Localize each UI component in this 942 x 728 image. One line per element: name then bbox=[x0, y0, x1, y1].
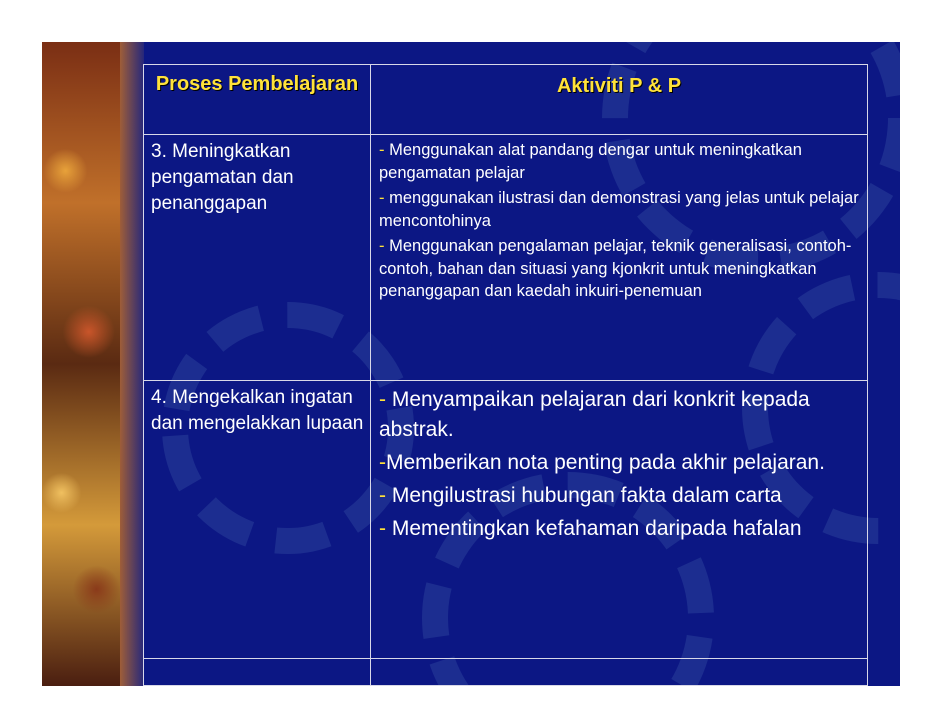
table-row bbox=[144, 381, 868, 659]
process-cell: 3. Meningkatkan pengamatan dan penanggapan bbox=[144, 135, 371, 381]
activities-cell bbox=[371, 135, 868, 381]
bullet-dash: - bbox=[379, 451, 386, 474]
activity-text: Menggunakan pengalaman pelajar, teknik generalisasi, contoh-contoh, bahan dan situasi yang kjonkrit untuk meningkatkan penanggapan dan kaedah inkuiri-penemuan bbox=[379, 237, 852, 300]
table-row bbox=[144, 135, 868, 381]
bullet-dash: - bbox=[379, 484, 392, 507]
bullet-dash: - bbox=[379, 141, 390, 159]
empty-cell bbox=[371, 659, 868, 686]
bullet-dash: - bbox=[379, 189, 390, 207]
decorative-photo-strip bbox=[42, 42, 120, 686]
bullet-dash: - bbox=[379, 237, 390, 255]
decorative-strip-fade bbox=[120, 42, 144, 686]
activity-text: menggunakan ilustrasi dan demonstrasi yang jelas untuk pelajar mencontohinya bbox=[379, 189, 859, 230]
table-row-empty bbox=[144, 659, 868, 686]
activity-item bbox=[379, 385, 867, 445]
activity-item bbox=[379, 481, 867, 511]
activity-item bbox=[379, 514, 867, 544]
activity-item bbox=[379, 448, 867, 478]
activity-text: Mementingkan kefahaman daripada hafalan bbox=[391, 517, 802, 540]
activity-text: Mengilustrasi hubungan fakta dalam carta bbox=[391, 484, 782, 507]
bullet-dash: - bbox=[379, 517, 392, 540]
activity-table bbox=[143, 64, 868, 686]
activity-item bbox=[379, 187, 867, 232]
activity-text: Memberikan nota penting pada akhir pelajaran. bbox=[386, 451, 825, 474]
table-header-row bbox=[144, 65, 868, 135]
activity-item bbox=[379, 235, 867, 303]
header-proses: Proses Pembelajaran bbox=[144, 65, 371, 135]
process-cell: 4. Mengekalkan ingatan dan mengelakkan lupaan bbox=[144, 381, 371, 659]
activity-text: Menyampaikan pelajaran dari konkrit kepada abstrak. bbox=[379, 388, 810, 441]
header-aktiviti: Aktiviti P & P bbox=[371, 65, 868, 135]
activity-text: Menggunakan alat pandang dengar untuk meningkatkan pengamatan pelajar bbox=[379, 141, 802, 182]
activities-cell bbox=[371, 381, 868, 659]
bullet-dash: - bbox=[379, 388, 392, 411]
empty-cell bbox=[144, 659, 371, 686]
activity-item bbox=[379, 139, 867, 184]
slide bbox=[42, 42, 900, 686]
